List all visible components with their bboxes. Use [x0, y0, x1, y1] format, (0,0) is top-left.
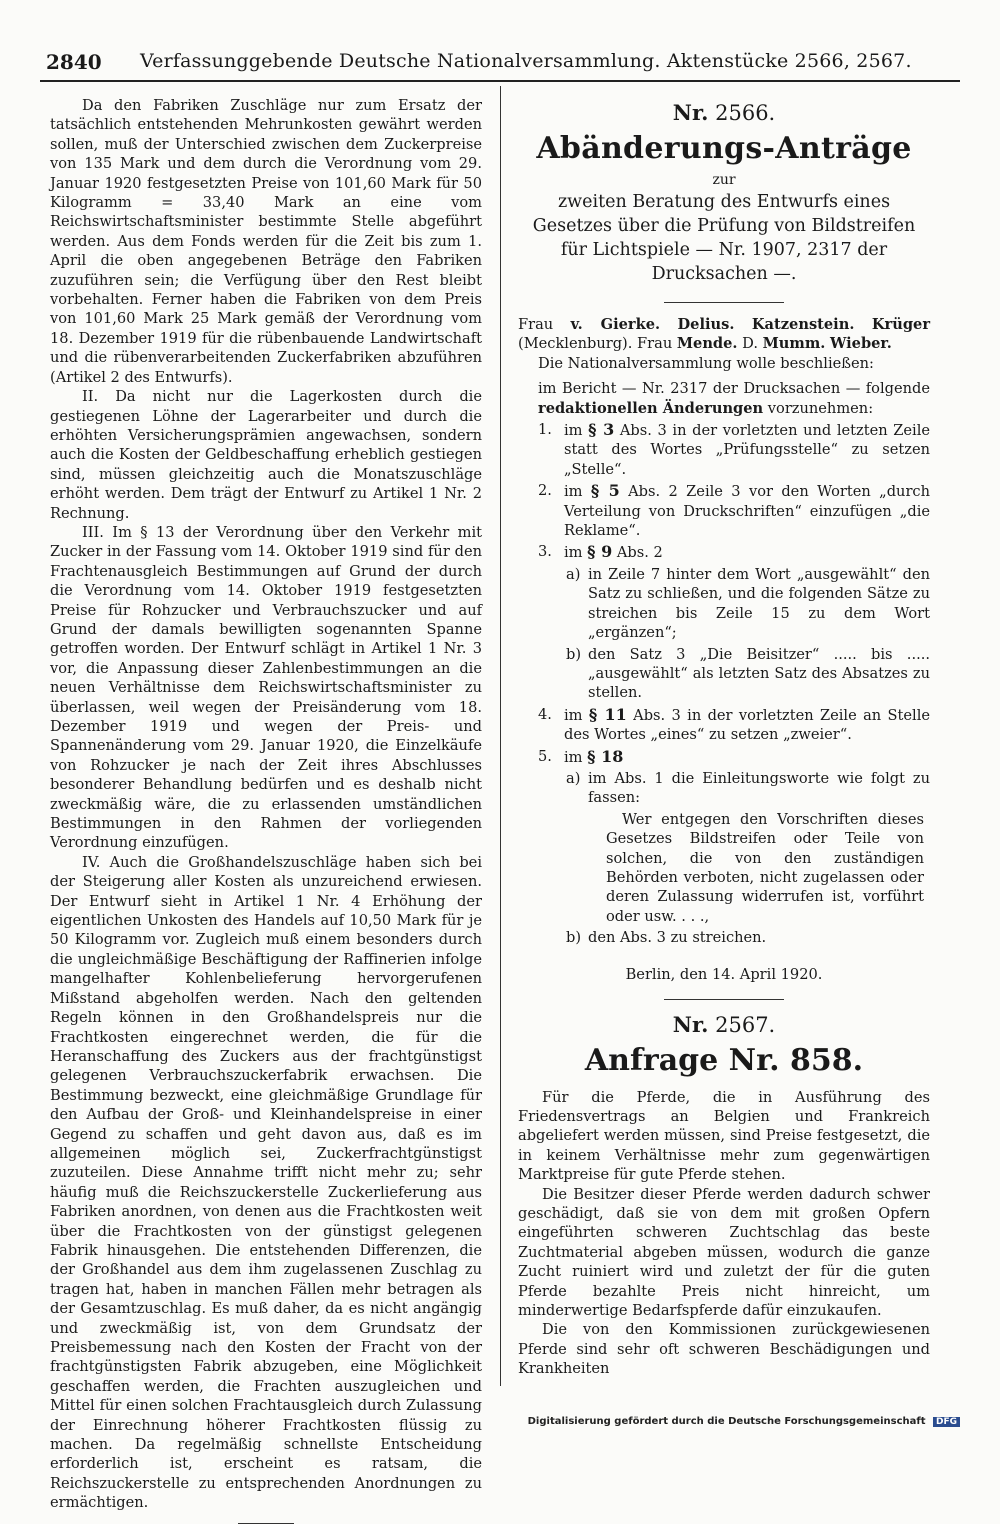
paragraph: Die von den Kommissionen zurückgewiesenen Pferde sind sehr oft schweren Beschädigungen und Krankheiten: [518, 1321, 930, 1378]
motion-zur: zur: [712, 172, 736, 188]
intro-emphasis: redaktionellen Änderungen: [538, 399, 764, 417]
paragraph: II. Da nicht nur die Lagerkosten durch die gestiegenen Löhne der Lagerarbeiter und durch die erhöhten Versicherungsprämien angewachsen, sondern auch die Kosten der Geldbeschaffung erheblich gestiegen sind, müssen gleichzeitig auch die Monatszuschläge erhöht werden. Dem trägt der Entwurf zu Artikel 1 Nr. 2 Rechnung.: [50, 388, 482, 522]
amendment-item: [538, 705, 930, 745]
signatory-region: (Mecklenburg).: [518, 335, 633, 353]
motion-heading: Abänderungs-Anträge: [536, 131, 912, 166]
intro-text: im Bericht — Nr. 2317 der Drucksachen — folgende: [538, 380, 930, 398]
dateline: Berlin, den 14. April 1920.: [625, 965, 823, 983]
paragraph: Da den Fabriken Zuschläge nur zum Ersatz der tatsächlich entstehenden Mehrunkosten gewährt werden sollen, muß der Unterschied zwischen dem Zuckerpreise von 135 Mark und dem durch die Verordnung vom 29. Januar 1920 festgesetzten Preise von 101,60 Mark für 50 Kilogramm = 33,40 Mark an eine vom Reichswirtschaftsminister bestimmte Stelle abgeführt werden. Aus dem Fonds werden für die Zeit bis zum 1. April die oben angegebenen Beträge den Fabriken zuzuführen sein; die Verfügung über den Rest bleibt vorbehalten. Ferner haben die Fabriken von dem Preis von 101,60 Mark 25 Mark gemäß der Verordnung vom 18. Dezember 1919 für die rübenbauende Landwirtschaft und die rübenverarbeitenden Zuckerfabriken abzuführen (Artikel 2 des Entwurfs).: [50, 97, 482, 386]
subitem-letter: a): [566, 565, 581, 583]
subitem-text: den Abs. 3 zu streichen.: [588, 929, 767, 947]
signatory: v. Gierke.: [570, 316, 661, 333]
inquiry-number-prefix: Nr.: [672, 1011, 709, 1037]
paragraph: Die Besitzer dieser Pferde werden dadurch schwer geschädigt, daß sie von dem mit großen Opfern eingeführten schweren Zuchtschlag das beste Zuchtmaterial abgeben müssen, wodurch die ganze Zucht ruiniert wird und zuletzt der für die guten Pferde bezahlte Preis nicht hinreicht, um minderwertige Bedarfspferde dafür einzukaufen.: [518, 1185, 930, 1320]
section-ref: § 18: [587, 746, 624, 766]
resolution-line: Die Nationalversammlung wolle beschließen:: [538, 354, 874, 372]
item-text: Abs. 2: [616, 544, 663, 562]
separator-rule: [664, 999, 784, 1000]
amendment-subitem: [566, 565, 930, 643]
item-prefix: im: [564, 748, 583, 766]
subitem-text: im Abs. 1 die Einleitungsworte wie folgt zu fassen:: [588, 769, 930, 807]
inquiry-number: [518, 1012, 930, 1037]
item-prefix: im: [564, 422, 583, 440]
amendment-subitem: [566, 645, 930, 703]
right-column: [518, 96, 930, 1379]
section-ref: § 5: [590, 481, 620, 501]
signatory-title: Frau: [637, 335, 673, 353]
signatory: Wieber.: [829, 335, 892, 353]
amendment-item: [538, 747, 930, 767]
amendment-subitem: [566, 928, 930, 947]
running-title: Verfassunggebende Deutsche Nationalversammlung. Aktenstücke 2566, 2567.: [140, 50, 912, 72]
inquiry-number-value: 2567.: [715, 1012, 776, 1037]
item-text: Abs. 3 in der vorletzten und letzten Zeile statt des Wortes „Prüfungsstelle“ zu setzen „Stelle“.: [564, 422, 931, 478]
subitem-letter: b): [566, 645, 582, 663]
signatory: Krüger: [871, 316, 931, 333]
subitem-letter: b): [566, 929, 582, 947]
amendment-subitem: [566, 769, 930, 808]
amendment-intro: [538, 379, 930, 418]
page-header: [40, 46, 960, 82]
item-prefix: im: [564, 483, 583, 501]
item-text: Abs. 2 Zeile 3 vor den Worten „durch Verteilung von Druckschriften“ einzufügen „die Reklame“.: [564, 483, 930, 540]
item-number: 3.: [538, 543, 552, 561]
motion-number-prefix: Nr.: [672, 100, 709, 125]
signatory: Katzenstein.: [751, 316, 855, 333]
page-number: 2840: [46, 50, 102, 74]
separator-rule: [664, 302, 784, 303]
item-number: 1.: [538, 421, 552, 439]
left-column: [50, 96, 482, 1524]
item-number: 2.: [538, 482, 552, 500]
item-text: Abs. 3 in der vorletzten Zeile an Stelle des Wortes „eines“ zu setzen „zweier“.: [564, 706, 931, 744]
section-ref: § 3: [588, 420, 615, 440]
signatory-title: D.: [742, 335, 758, 353]
header-rule: [40, 80, 960, 82]
amendment-item: [538, 420, 930, 479]
paragraph: III. Im § 13 der Verordnung über den Verkehr mit Zucker in der Fassung vom 14. Oktober 1919 sind für den Frachtenausgleich Bestimmungen auf Grund der durch die Verordnung vom 14. Oktober 1919 festgesetzten Preise für Rohzucker und Verbrauchszucker und auf Grund der damals bewilligten sogenannten Spanne getroffen worden. Der Entwurf schlägt in Artikel 1 Nr. 3 vor, die Anpassung dieser Zahlenbestimmungen an die neuen Verhältnisse dem Reichswirtschaftsminister zu überlassen, weil wegen der Preisänderung vom 18. Dezember 1919 und wegen der Preis- und Spannenänderung vom 29. Januar 1920, die Einzelkäufe von Rohzucker je nach der Zeit ihres Abschlusses besonderer Behandlung bedürfen und es deshalb nicht zweckmäßig wäre, die zu erlassenden umständlichen Bestimmungen in den Rahmen der vorliegenden Verordnung einzufügen.: [50, 523, 482, 852]
section-ref: § 11: [588, 704, 627, 724]
amendment-item: [538, 542, 930, 562]
motion-subject: zweiten Beratung des Entwurfs eines Gesetzes über die Prüfung von Bildstreifen für Lichtspiele — Nr. 1907, 2317 der Drucksachen —.: [532, 192, 916, 284]
motion-number-value: 2566.: [715, 101, 776, 125]
subitem-letter: a): [566, 769, 581, 787]
item-prefix: im: [564, 706, 583, 724]
signatory-title: Frau: [518, 316, 554, 333]
signatory: Mende.: [676, 335, 738, 353]
footer-credit: [528, 1416, 960, 1427]
subitem-text: den Satz 3 „Die Beisitzer“ ..... bis ..... „ausgewählt“ als letzten Satz des Absatzes zu stellen.: [588, 645, 930, 702]
section-ref: § 9: [587, 542, 613, 562]
item-number: 4.: [538, 705, 552, 723]
dfg-logo: DFG: [933, 1417, 960, 1427]
signatory: Mumm.: [762, 335, 826, 353]
signatories: [518, 315, 930, 354]
signatory: Delius.: [677, 316, 735, 333]
item-number: 5.: [538, 747, 552, 765]
intro-text: vorzunehmen:: [767, 399, 874, 417]
motion-number: [518, 100, 930, 125]
quoted-wording: Wer entgegen den Vorschriften dieses Gesetzes Bildstreifen oder Teile von solchen, die von den zuständigen Behörden verboten, nicht zugelassen oder deren Zulassung widerrufen ist, vorführt oder usw. . . .,: [606, 810, 924, 925]
paragraph: IV. Auch die Großhandelszuschläge haben sich bei der Steigerung aller Kosten als unzureichend erwiesen. Der Entwurf sieht in Artikel 1 Nr. 4 Erhöhung der eigentlichen Unkosten des Handels auf 10,50 Mark für je 50 Kilogramm vor. Zugleich muß einem besonders durch die ungleichmäßige Beschäftigung der Raffinerien infolge mangelhafter Kohlenbelieferung hervorgerufenen Mißstand abgeholfen werden. Nach den geltenden Regeln können in den Großhandelspreis nur die Frachtkosten eingerechnet werden, die für die Heranschaffung des Zuckers aus der frachtgünstigst gelegenen Verbrauchszuckerfabrik erwachsen. Die Bestimmung bezweckt, eine gleichmäßige Grundlage für den Aufbau der Groß- und Kleinhandelspreise in einer Gegend zu schaffen und geht davon aus, daß es im allgemeinen möglich sei, Zuckerfrachtgünstigst zuzuteilen. Diese Annahme trifft nicht mehr zu; sehr häufig muß die Reichszuckerstelle Zuckerlieferung aus Fabriken anordnen, von denen aus die Frachtkosten weit über die Frachtkosten von der günstigst gelegenen Fabrik hinausgehen. Die entstehenden Differenzen, die der Großhandel aus dem ihm zugelassenen Zuschlag zu tragen hat, haben in manchen Fällen mehr betragen als der Gesamtzuschlag. Es muß daher, da es nicht angängig und zweckmäßig ist, von dem Grundsatz der Preisbemessung nach den Kosten der Fracht von der frachtgünstigsten Fabrik abzugeben, eine Möglichkeit geschaffen werden, die Frachten auszugleichen und Mittel für einen solchen Frachtausgleich durch Zulassung der Einrechnung höherer Frachtkosten flüssig zu machen. Da regelmäßig schnellste Entscheidung erforderlich ist, erscheint es ratsam, die Reichszuckerstelle zu entsprechenden Anordnungen zu ermächtigen.: [50, 853, 482, 1512]
inquiry-body: [518, 1088, 930, 1379]
column-divider: [500, 86, 501, 1386]
inquiry-heading: Anfrage Nr. 858.: [584, 1042, 864, 1078]
item-prefix: im: [564, 544, 583, 562]
credit-text: Digitalisierung gefördert durch die Deutsche Forschungsgemeinschaft: [527, 1416, 926, 1427]
paragraph: Für die Pferde, die in Ausführung des Friedensvertrags an Belgien und Frankreich abgeliefert werden müssen, sind Preise festgesetzt, die in keinem Verhältnisse mehr zum gegenwärtigen Marktpreise für gute Pferde stehen.: [518, 1088, 930, 1184]
amendment-item: [538, 481, 930, 540]
subitem-text: in Zeile 7 hinter dem Wort „ausgewählt“ den Satz zu schließen, und die folgenden Sätze zu streichen bis Zeile 15 zu dem Wort „ergänzen“;: [588, 565, 930, 642]
